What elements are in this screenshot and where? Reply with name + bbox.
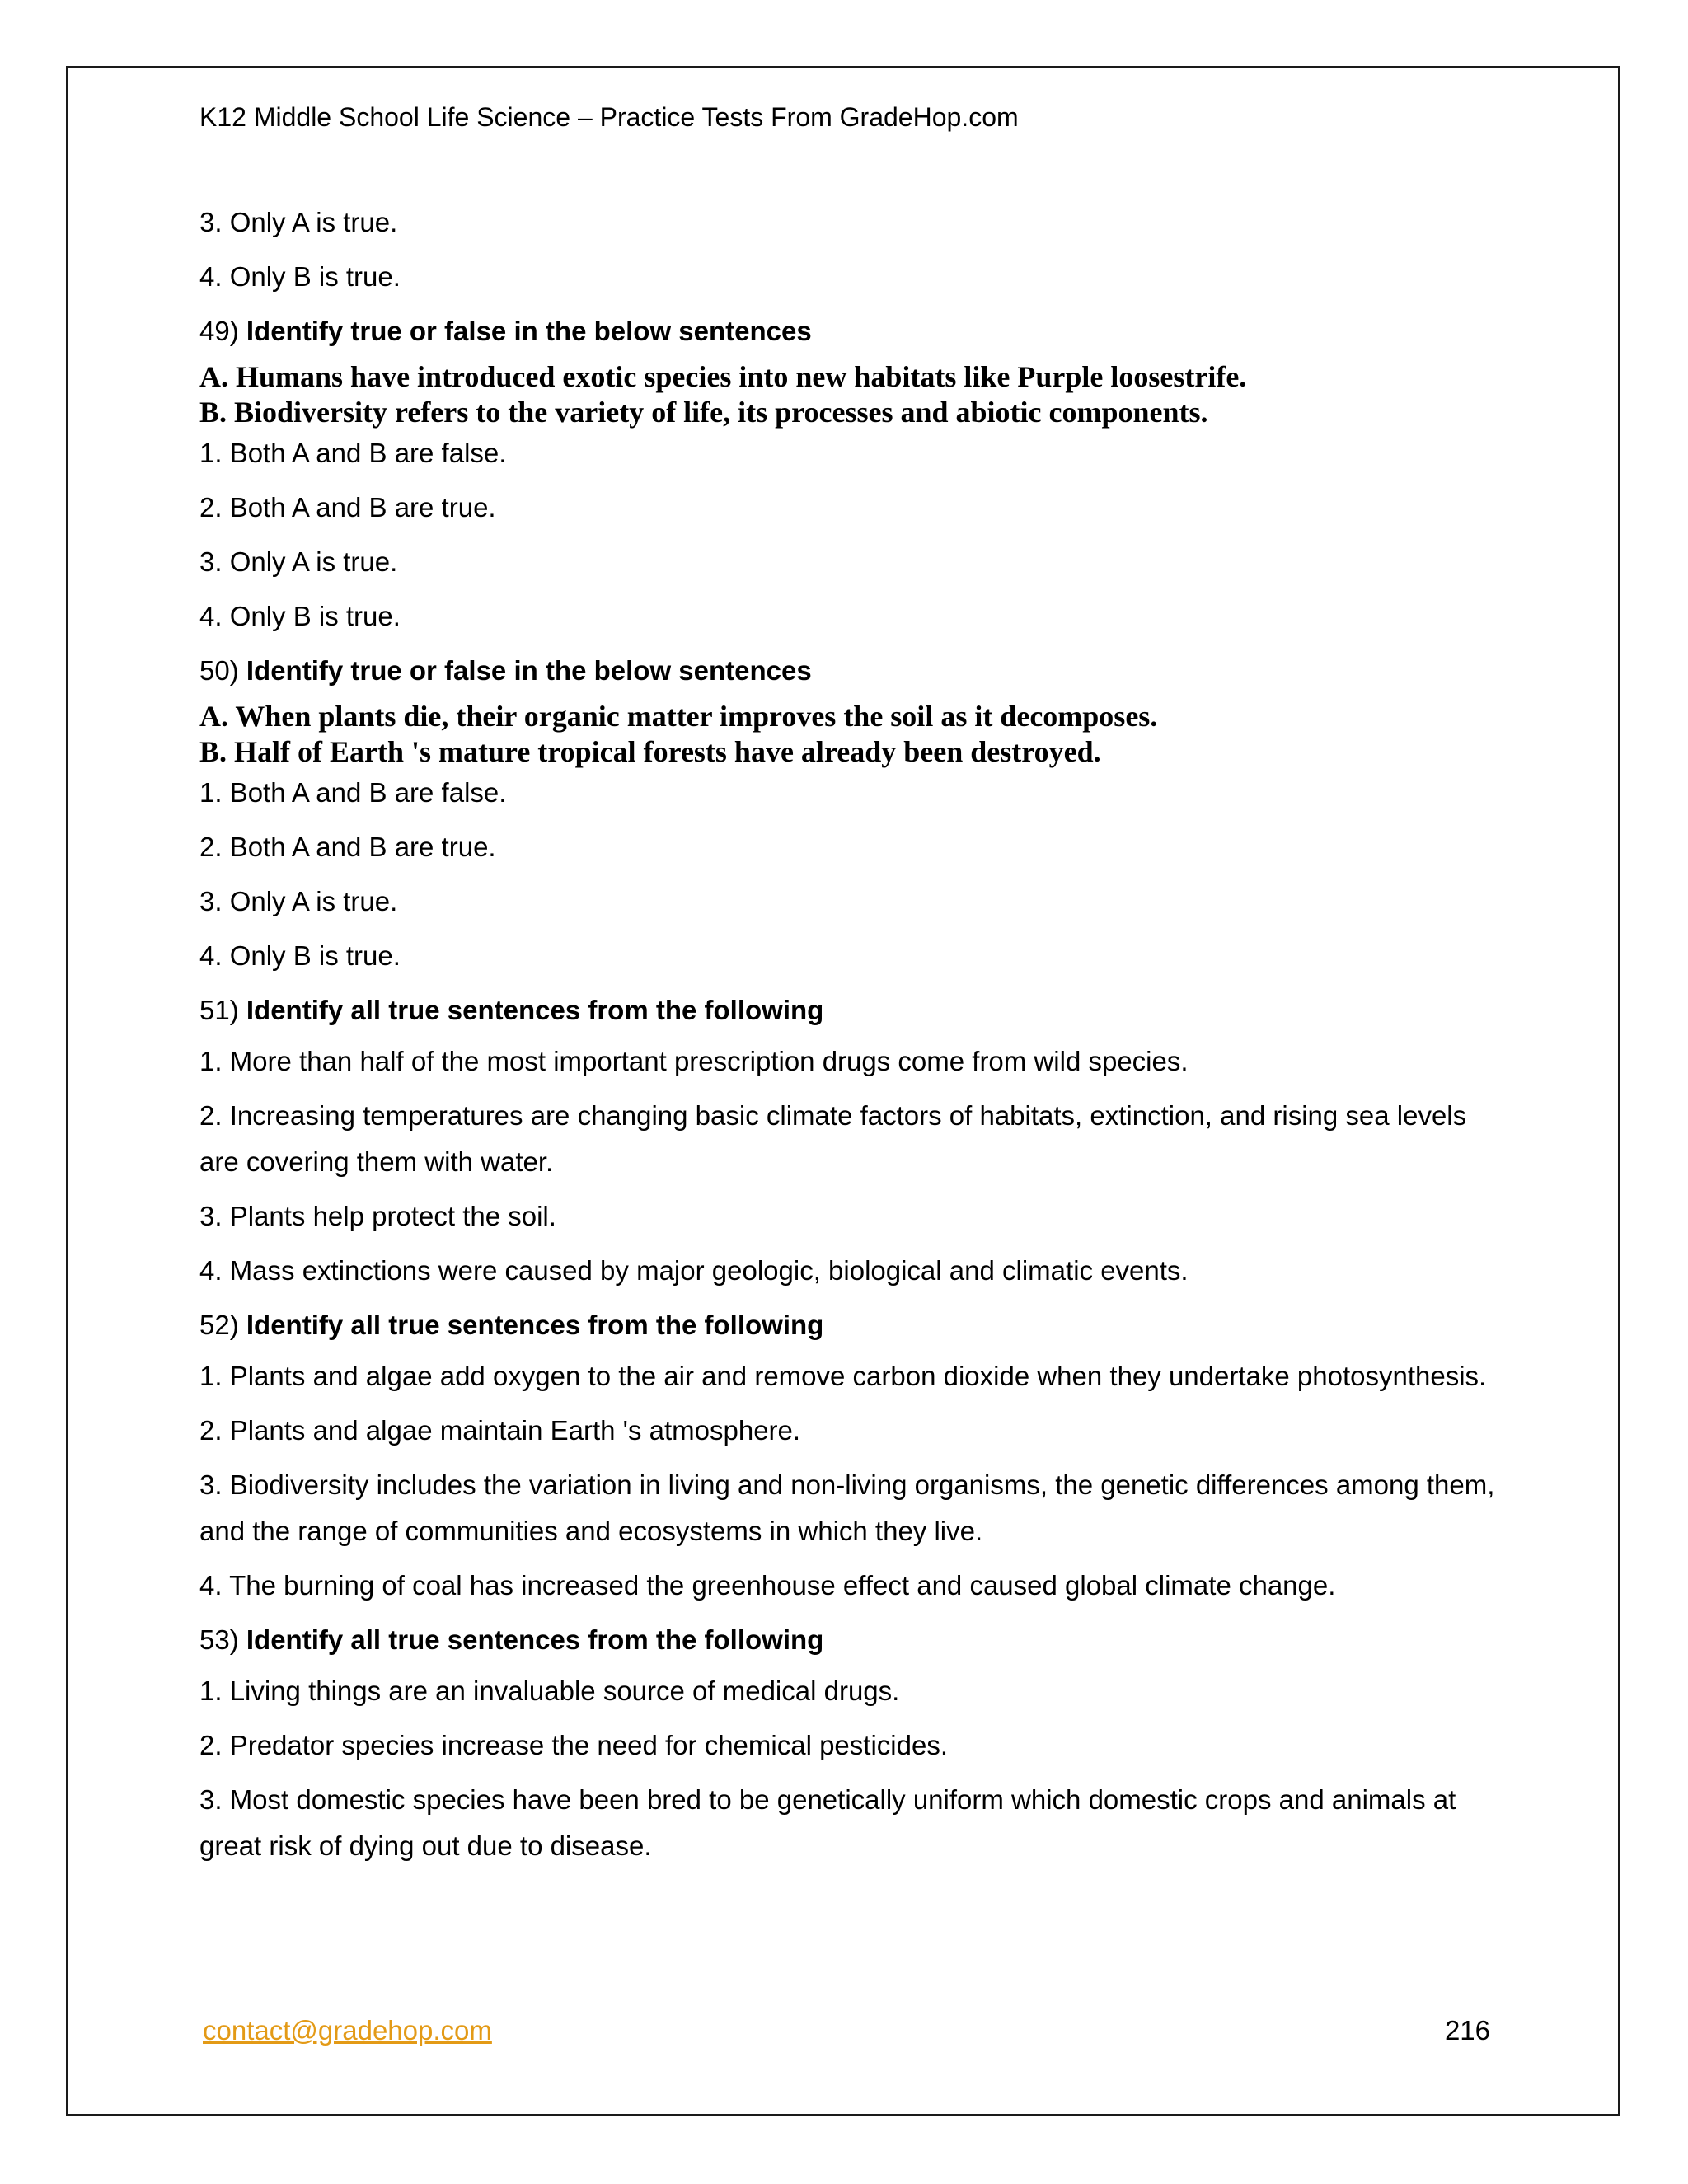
question-number: 51): [199, 995, 239, 1025]
statement: B. Half of Earth 's mature tropical forests have already been destroyed.: [199, 735, 1101, 768]
option-item: 2. Both A and B are true.: [199, 832, 496, 862]
option-item: 3. Most domestic species have been bred to be genetically uniform which domestic crops and animals at great risk of dying out due to disease.: [199, 1784, 1456, 1861]
option-item: 1. More than half of the most important prescription drugs come from wild species.: [199, 1046, 1189, 1076]
option-item: 4. Mass extinctions were caused by major geologic, biological and climatic events.: [199, 1255, 1189, 1286]
option-item: 3. Only A is true.: [199, 886, 398, 916]
option-item: 3. Only A is true.: [199, 207, 398, 237]
question-heading: [199, 987, 1502, 1033]
question-prompt: Identify true or false in the below sentences: [246, 316, 812, 346]
question-number: 50): [199, 655, 239, 686]
option-item: 3. Only A is true.: [199, 546, 398, 577]
option-item: 1. Plants and algae add oxygen to the air and remove carbon dioxide when they undertake photosynthesis.: [199, 1361, 1487, 1391]
option-item: 4. Only B is true.: [199, 261, 401, 292]
page-content: [199, 199, 1502, 1877]
question-number: 49): [199, 316, 239, 346]
option-item: 1. Both A and B are false.: [199, 777, 507, 808]
option-item: 2. Increasing temperatures are changing basic climate factors of habitats, extinction, and rising sea levels are covering them with water.: [199, 1100, 1467, 1177]
option-item: 2. Both A and B are true.: [199, 492, 496, 523]
question-prompt: Identify true or false in the below sentences: [246, 655, 812, 686]
question-heading: [199, 648, 1502, 694]
statement-block: [199, 699, 1502, 770]
question-prompt: Identify all true sentences from the following: [246, 995, 824, 1025]
option-item: 3. Biodiversity includes the variation in living and non-living organisms, the genetic differences among them, and the range of communities and ecosystems in which they live.: [199, 1469, 1495, 1546]
statement-block: [199, 359, 1502, 430]
question-prompt: Identify all true sentences from the following: [246, 1624, 824, 1655]
question-number: 52): [199, 1310, 239, 1340]
option-item: 3. Plants help protect the soil.: [199, 1201, 556, 1231]
option-item: 4. The burning of coal has increased the greenhouse effect and caused global climate change.: [199, 1570, 1336, 1601]
question-heading: [199, 308, 1502, 354]
option-item: 2. Plants and algae maintain Earth 's atmosphere.: [199, 1415, 801, 1446]
option-item: 4. Only B is true.: [199, 940, 401, 971]
statement: B. Biodiversity refers to the variety of life, its processes and abiotic components.: [199, 396, 1208, 429]
question-prompt: Identify all true sentences from the following: [246, 1310, 824, 1340]
page-number: 216: [1444, 2015, 1490, 2046]
page-header: K12 Middle School Life Science – Practice Tests From GradeHop.com: [199, 102, 1019, 132]
statement: A. Humans have introduced exotic species into new habitats like Purple loosestrife.: [199, 360, 1247, 393]
question-number: 53): [199, 1624, 239, 1655]
statement: A. When plants die, their organic matter improves the soil as it decomposes.: [199, 700, 1158, 733]
contact-email-link[interactable]: contact@gradehop.com: [203, 2015, 492, 2046]
option-item: 1. Both A and B are false.: [199, 438, 507, 468]
option-item: 1. Living things are an invaluable source of medical drugs.: [199, 1675, 900, 1706]
option-item: 2. Predator species increase the need for chemical pesticides.: [199, 1730, 948, 1760]
option-item: 4. Only B is true.: [199, 601, 401, 631]
question-heading: [199, 1302, 1502, 1348]
question-heading: [199, 1617, 1502, 1663]
